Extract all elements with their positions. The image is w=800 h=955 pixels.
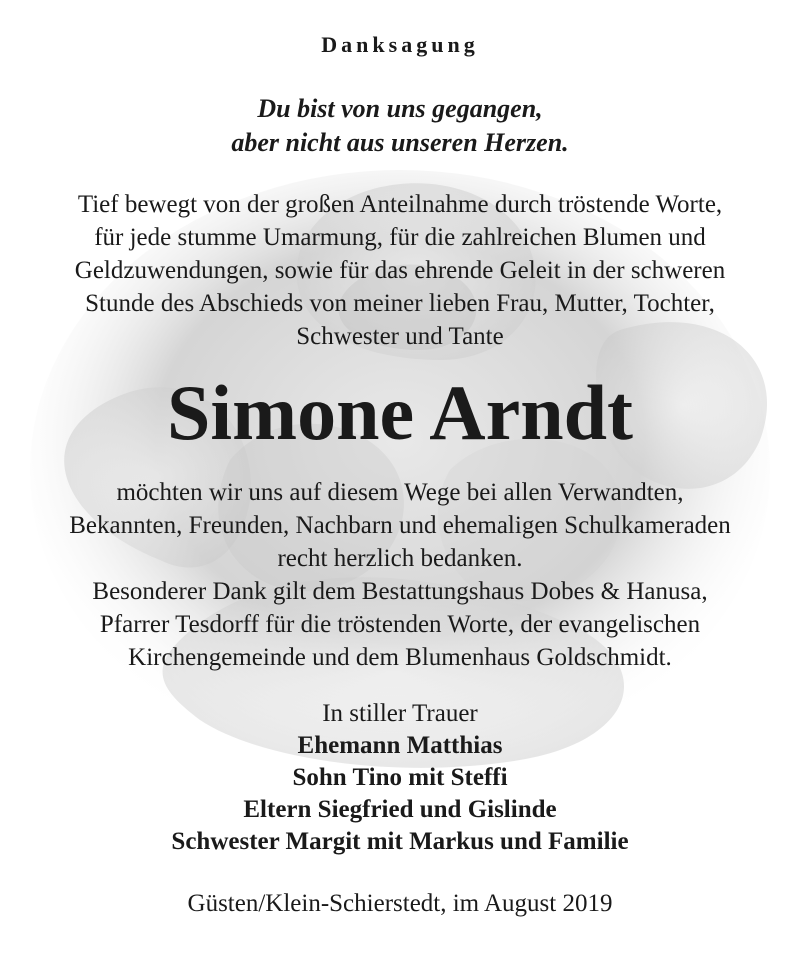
thanks-text <box>0 476 800 674</box>
thanks-line: recht herzlich bedanken. <box>277 545 523 572</box>
intro-text <box>0 188 800 353</box>
intro-line: Geldzuwendungen, sowie für das ehrende Geleit in der schweren <box>74 257 726 284</box>
thanks-line: möchten wir uns auf diesem Wege bei allen Verwandten, <box>116 479 684 506</box>
motto-line: aber nicht aus unseren Herzen. <box>231 128 569 157</box>
page-title: Danksagung <box>321 32 479 57</box>
thanks-line: Kirchengemeinde und dem Blumenhaus Goldschmidt. <box>128 644 672 671</box>
deceased-name: Simone Arndt <box>167 369 633 456</box>
thanks-line: Bekannten, Freunden, Nachbarn und ehemaligen Schulkameraden <box>69 512 731 539</box>
mourning-label: In stiller Trauer <box>322 700 478 727</box>
family-member: Schwester Margit mit Markus und Familie <box>171 828 629 855</box>
family-member: Eltern Siegfried und Gislinde <box>243 796 557 823</box>
intro-line: Tief bewegt von der großen Anteilnahme durch tröstende Worte, <box>77 191 723 218</box>
thanks-line: Besonderer Dank gilt dem Bestattungshaus Dobes & Hanusa, <box>92 578 708 605</box>
place-date: Güsten/Klein-Schierstedt, im August 2019 <box>187 890 613 917</box>
motto-line: Du bist von uns gegangen, <box>257 94 543 123</box>
mourning-section <box>0 698 800 858</box>
intro-line: für jede stumme Umarmung, für die zahlreichen Blumen und <box>94 224 706 251</box>
thanks-line: Pfarrer Tesdorff für die tröstenden Worte, der evangelischen <box>99 611 701 638</box>
motto <box>0 92 800 160</box>
family-member: Sohn Tino mit Steffi <box>292 764 508 791</box>
intro-line: Schwester und Tante <box>296 323 504 350</box>
family-member: Ehemann Matthias <box>297 732 503 759</box>
intro-line: Stunde des Abschieds von meiner lieben Frau, Mutter, Tochter, <box>85 290 715 317</box>
